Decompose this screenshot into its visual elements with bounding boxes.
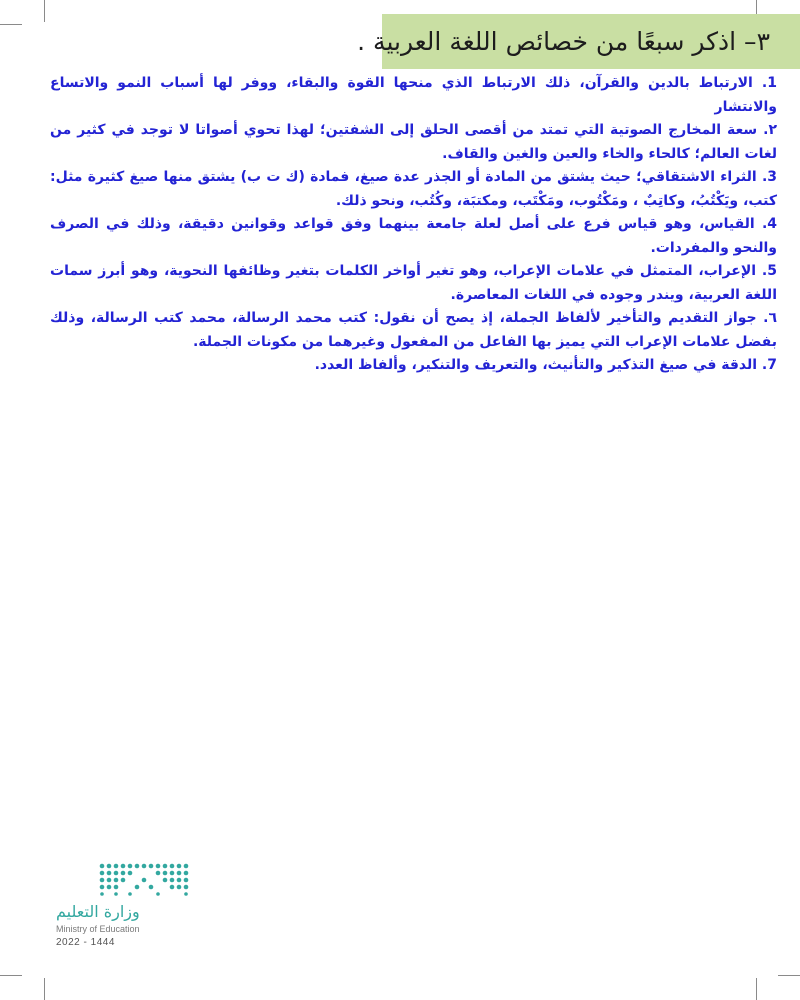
question-header [357,14,800,69]
answer-number: ٦. [763,310,777,326]
crop-mark [0,24,22,25]
answer-number: 5. [761,263,777,279]
ministry-name-ar: وزارة التعليم [56,902,140,921]
ministry-name-en: Ministry of Education [56,924,140,934]
crop-mark [0,975,22,976]
question-title: ٣– اذكر سبعًا من خصائص اللغة العربية . [357,27,770,56]
crop-mark [756,978,757,1000]
answer-text: جواز التقديم والتأخير لألفاظ الجملة، إذ يصح أن نقول: كتب محمد الرسالة، محمد كتب الرسالة، وذلك بفضل علامات الإعراب التي يميز بها الفاعل من المفعول وغيرهما من مكونات الجملة. [50,310,777,350]
answers-list [50,72,777,378]
answer-number: 7. [761,357,777,373]
answer-item-1 [50,72,777,119]
answer-item-2 [50,119,777,166]
crop-mark [778,975,800,976]
answer-text: سعة المخارج الصوتية التي تمتد من أقصى الحلق إلى الشفتين؛ لهذا تحوي أصواتا لا توجد في كثير من لغات العالم؛ كالحاء والخاء والعين والغين والقاف. [50,122,777,162]
answer-item-7 [50,354,777,378]
ministry-logo [56,862,196,952]
answer-number: 4. [761,216,778,232]
answer-item-4 [50,213,777,260]
answer-number: ٢. [763,122,777,138]
crop-mark [44,0,45,22]
edition-year: 2022 - 1444 [56,937,115,948]
answer-number: 1. [761,75,777,91]
answer-item-3 [50,166,777,213]
answer-text: الارتباط بالدين والقرآن، ذلك الارتباط الذي منحها القوة والبقاء، ووفر لها أسباب النمو والاتساع والانتشار [50,75,777,115]
answer-number: 3. [761,169,778,185]
answer-text: القياس، وهو قياس فرع على أصل لعلة جامعة بينهما وفق قواعد وقوانين دقيقة، وذلك في الصرف والنحو والمفردات. [50,216,777,256]
crop-mark [44,978,45,1000]
answer-text: الإعراب، المتمثل في علامات الإعراب، وهو تغير أواخر الكلمات بتغير وظائفها النحوية، وهو أبرز سمات اللغة العربية، ويندر وجوده في اللغات المعاصرة. [50,263,777,303]
answer-item-5 [50,260,777,307]
ministry-logo-dots-icon [98,862,190,896]
answer-text: الثراء الاشتقاقي؛ حيث يشتق من المادة أو الجذر عدة صيغ، فمادة (ك ت ب) يشتق منها صيغ كثيرة مثل: كتب، ويَكْتُبُ، وكاتِبٌ ، ومَكْتُوب، ومَكْتَب، ومكتبَة، وكُتُب، ونحو ذلك. [50,169,777,209]
answer-item-6 [50,307,777,354]
answer-text: الدقة في صيغ التذكير والتأنيث، والتعريف والتنكير، وألفاظ العدد. [314,357,758,373]
